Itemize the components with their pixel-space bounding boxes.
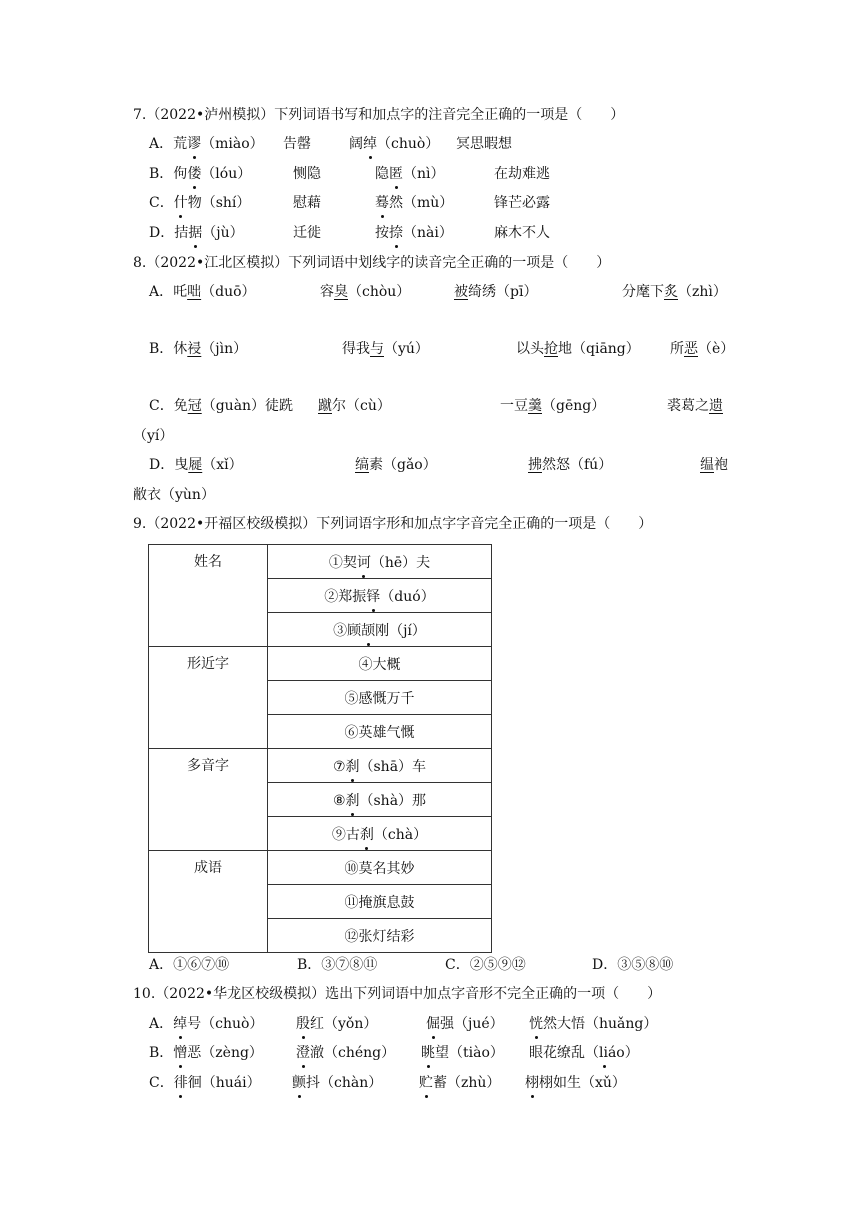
q10-option-b: B．憎恶（zèng） 澄澈（chéng） 眺望（tiào） 眼花缭乱（liáo） xyxy=(149,1045,639,1061)
item-cell: ⑩莫名其妙 xyxy=(268,851,492,885)
q7-option-c: C．什物（shí） 慰藉 蓦然（mù） 锋芒必露 xyxy=(149,195,550,211)
q9-answer-b: B．③⑦⑧⑪ xyxy=(297,957,378,973)
q7-option-a: A．荒谬（miào） 告罄 阔绰（chuò） 冥思暇想 xyxy=(149,136,512,152)
q8-option-b: B．休祲（jìn） 得我与（yú） 以头抢地（qiāng） 所恶（è） xyxy=(149,341,735,357)
q9-table xyxy=(148,544,492,953)
q7-option-d: D．拮据（jù） 迁徙 按捺（nài） 麻木不人 xyxy=(149,225,550,241)
question-10-stem: 10.（2022•华龙区校级模拟）选出下列词语中加点字音形不完全正确的一项（ ） xyxy=(133,986,662,1002)
item-cell: ①契诃（hē）夫 xyxy=(268,545,492,579)
q8-option-a: A．吒咄（duō） 容臭（chòu） 被绮绣（pī） 分麾下炙（zhì） xyxy=(149,284,727,300)
q8-option-c-wrap: （yí） xyxy=(133,428,174,444)
table-row xyxy=(149,749,492,783)
q9-answer-d: D．③⑤⑧⑩ xyxy=(592,957,674,973)
item-cell: ⑥英雄气慨 xyxy=(268,715,492,749)
category-cell: 成语 xyxy=(149,851,268,953)
item-cell: ⑫张灯结彩 xyxy=(268,919,492,953)
category-cell: 多音字 xyxy=(149,749,268,851)
item-cell: ⑧刹（shà）那 xyxy=(268,783,492,817)
q8-option-d: D．曳屣（xǐ） 缟素（gǎo） 拂然怒（fú） 缊袍 xyxy=(149,457,728,473)
item-cell: ⑨古刹（chà） xyxy=(268,817,492,851)
q9-answer-options xyxy=(149,956,674,974)
q9-answer-a: A．①⑥⑦⑩ xyxy=(149,957,230,973)
item-cell: ③顾颉刚（jí） xyxy=(268,613,492,647)
question-8-stem: 8.（2022•江北区模拟）下列词语中划线字的读音完全正确的一项是（ ） xyxy=(133,255,611,271)
item-cell: ④大概 xyxy=(268,647,492,681)
question-9-stem: 9.（2022•开福区校级模拟）下列词语字形和加点字字音完全正确的一项是（ ） xyxy=(133,516,653,532)
category-cell: 姓名 xyxy=(149,545,268,647)
q10-option-c: C．徘徊（huái） 颤抖（chàn） 贮蓄（zhù） 栩栩如生（xǔ） xyxy=(149,1075,626,1091)
category-cell: 形近字 xyxy=(149,647,268,749)
item-cell: ⑤感慨万千 xyxy=(268,681,492,715)
table-row xyxy=(149,851,492,885)
item-cell: ②郑振铎（duó） xyxy=(268,579,492,613)
item-cell: ⑦刹（shā）车 xyxy=(268,749,492,783)
q8-option-c: C．免冠（guàn）徒跣 蹴尔（cù） 一豆羹（gēng） 裘葛之遗 xyxy=(149,398,723,414)
question-7-stem: 7.（2022•泸州模拟）下列词语书写和加点字的注音完全正确的一项是（ ） xyxy=(133,107,625,123)
q9-answer-c: C．②⑤⑨⑫ xyxy=(445,957,526,973)
table-row xyxy=(149,647,492,681)
q7-option-b: B．佝偻（lóu） 恻隐 隐匿（nì） 在劫难逃 xyxy=(149,166,550,182)
table-row xyxy=(149,545,492,579)
q8-option-d-wrap: 敝衣（yùn） xyxy=(133,487,215,503)
q10-option-a: A．绰号（chuò） 殷红（yǒn） 倔强（jué） 恍然大悟（huǎng） xyxy=(149,1016,658,1032)
item-cell: ⑪掩旗息鼓 xyxy=(268,885,492,919)
